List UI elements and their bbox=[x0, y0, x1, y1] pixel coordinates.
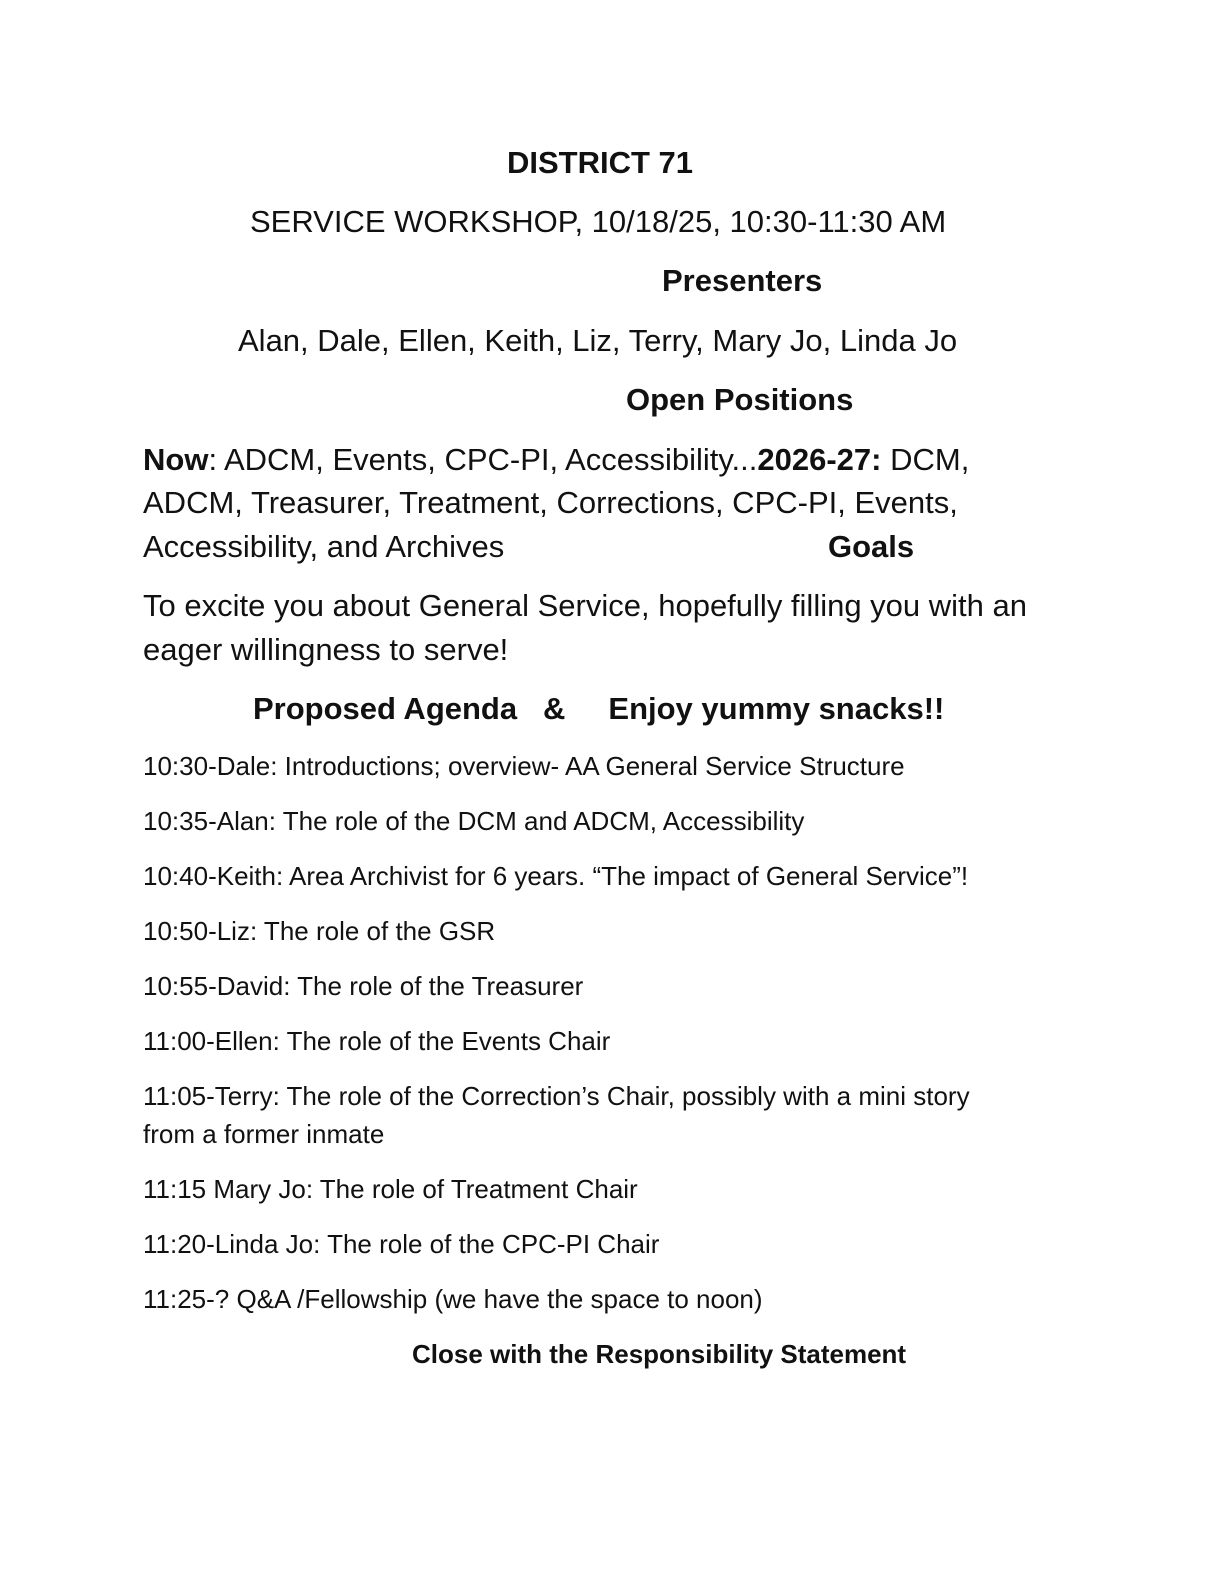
now-label: Now bbox=[143, 442, 209, 477]
agenda-item: 10:40-Keith: Area Archivist for 6 years. “The impact of General Service”! bbox=[143, 861, 969, 891]
future-text: DCM, bbox=[881, 442, 970, 477]
agenda-item: 11:00-Ellen: The role of the Events Chair bbox=[143, 1026, 611, 1056]
open-positions-line-2: ADCM, Treasurer, Treatment, Corrections, CPC-PI, Events, bbox=[143, 485, 958, 520]
agenda-item-continuation: from a former inmate bbox=[143, 1119, 385, 1149]
agenda-item: 11:15 Mary Jo: The role of Treatment Chair bbox=[143, 1174, 638, 1204]
presenters-names: Alan, Dale, Ellen, Keith, Liz, Terry, Mary Jo, Linda Jo bbox=[238, 323, 958, 358]
agenda-item: 10:35-Alan: The role of the DCM and ADCM, Accessibility bbox=[143, 806, 805, 836]
agenda-item: 10:50-Liz: The role of the GSR bbox=[143, 916, 496, 946]
closing-statement: Close with the Responsibility Statement bbox=[412, 1339, 907, 1369]
document-title: DISTRICT 71 bbox=[507, 145, 694, 180]
agenda-item: 11:20-Linda Jo: The role of the CPC-PI Chair bbox=[143, 1229, 660, 1259]
open-positions-heading: Open Positions bbox=[626, 382, 854, 417]
open-positions-line-1 bbox=[143, 444, 969, 475]
presenters-heading: Presenters bbox=[662, 263, 823, 298]
goals-heading: Goals bbox=[828, 529, 915, 564]
agenda-heading: Proposed Agenda & Enjoy yummy snacks!! bbox=[253, 691, 945, 726]
goals-line-2: eager willingness to serve! bbox=[143, 632, 509, 667]
open-positions-line-3: Accessibility, and Archives bbox=[143, 529, 505, 564]
agenda-item: 11:05-Terry: The role of the Correction’s Chair, possibly with a mini story bbox=[143, 1081, 970, 1111]
agenda-item: 10:30-Dale: Introductions; overview- AA General Service Structure bbox=[143, 751, 905, 781]
agenda-item: 11:25-? Q&A /Fellowship (we have the space to noon) bbox=[143, 1284, 763, 1314]
now-text: : ADCM, Events, CPC-PI, Accessibility... bbox=[208, 442, 758, 477]
future-label: 2026-27: bbox=[757, 442, 882, 477]
workshop-subtitle: SERVICE WORKSHOP, 10/18/25, 10:30-11:30 AM bbox=[250, 204, 947, 239]
goals-line-1: To excite you about General Service, hopefully filling you with an bbox=[143, 588, 1027, 623]
agenda-item: 10:55-David: The role of the Treasurer bbox=[143, 971, 584, 1001]
